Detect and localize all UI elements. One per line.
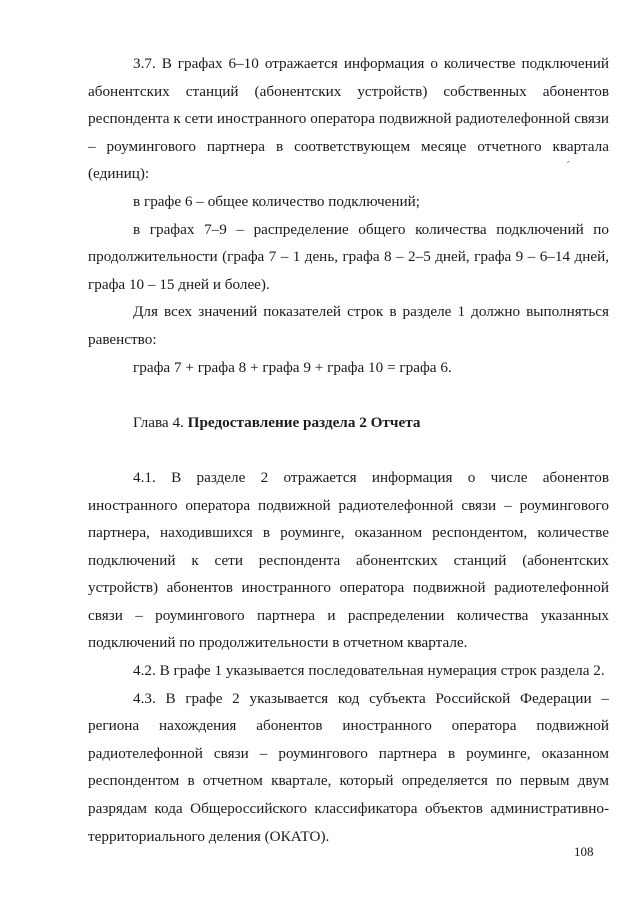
paragraph-3-7: 3.7. В графах 6–10 отражается информация о количестве подключений абонентских станций (абонентских устройств) собственных абонентов респондента к сети иностранного оператора подвижной радиотелефонной связи – роумингового партнера в соответствующем месяце отчетного квартала (единиц):: [88, 55, 609, 183]
chapter-heading-title: Предоставление раздела 2 Отчета: [187, 413, 421, 431]
chapter-heading-prefix: Глава 4.: [133, 413, 188, 431]
paragraph-4-2: 4.2. В графе 1 указывается последовательная нумерация строк раздела 2.: [133, 662, 605, 680]
paragraph-4-3: 4.3. В графе 2 указывается код субъекта Российской Федерации – региона нахождения абонентов иностранного оператора подвижной радиотелефонной связи – роумингового партнера в роуминге, оказанном респондентом в отчетном квартале, который определяется по первым двум разрядам кода Общероссийского классификатора объектов административно-территориального деления (ОКАТО).: [88, 689, 609, 845]
paragraph-grafa-6: в графе 6 – общее количество подключений;: [133, 192, 421, 210]
scan-artifact-mark: ´: [566, 158, 571, 173]
chapter-4-heading: [88, 409, 609, 437]
page-number: 108: [574, 844, 594, 859]
document-text-block: [88, 50, 609, 850]
paragraph-equality-formula: графа 7 + графа 8 + графа 9 + графа 10 = графа 6.: [133, 358, 452, 376]
paragraph-4-1: 4.1. В разделе 2 отражается информация о числе абонентов иностранного оператора подвижной радиотелефонной связи – роумингового партнера, находившихся в роуминге, оказанном респондентом, количестве подключений к сети респондента абонентских станций (абонентских устройств) абонентов иностранного оператора подвижной радиотелефонной связи – роумингового партнера и распределении количества указанных подключений по продолжительности в отчетном квартале.: [88, 468, 609, 652]
paragraph-grafy-7-9: в графах 7–9 – распределение общего количества подключений по продолжительности (графа 7 – 1 день, графа 8 – 2–5 дней, графа 9 – 6–14 дней, графа 10 – 15 дней и более).: [88, 220, 609, 293]
paragraph-equality-intro: Для всех значений показателей строк в разделе 1 должно выполняться равенство:: [88, 303, 609, 348]
